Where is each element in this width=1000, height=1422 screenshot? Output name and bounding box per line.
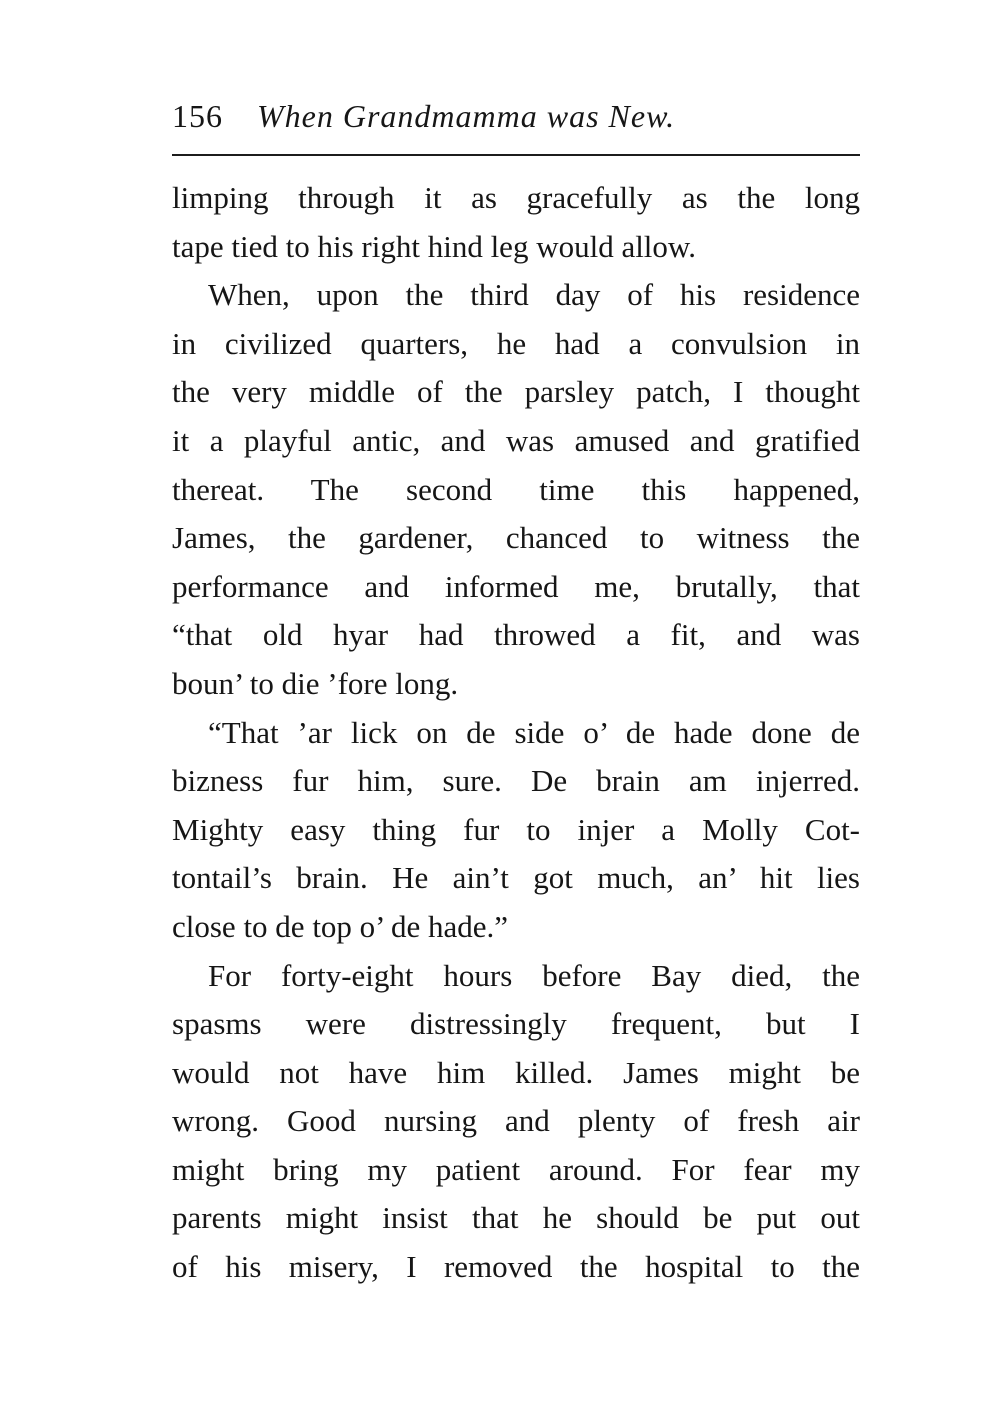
text-line: wrong. Good nursing and plenty of fresh air <box>172 1103 860 1139</box>
text-line: thereat. The second time this happened, <box>172 471 860 507</box>
text-line: of his misery, I removed the hospital to the <box>172 1249 860 1285</box>
text-line: boun’ to die ’fore long. <box>172 665 459 701</box>
text-line: Mighty easy thing fur to injer a Molly Cot- <box>172 811 860 847</box>
paragraph-start-line: For forty-eight hours before Bay died, the <box>208 957 860 993</box>
text-line: it a playful antic, and was amused and gratified <box>172 422 860 458</box>
running-title: When Grandmamma was New. <box>257 98 676 134</box>
header-rule <box>172 154 860 156</box>
text-line: would not have him killed. James might be <box>172 1054 860 1090</box>
text-line: parents might insist that he should be put out <box>172 1200 860 1236</box>
text-line: performance and informed me, brutally, that <box>172 568 860 604</box>
body-text <box>172 174 860 1292</box>
text-line: bizness fur him, sure. De brain am injerred. <box>172 763 860 799</box>
paragraph-start-line: When, upon the third day of his residence <box>208 277 860 313</box>
text-line: tape tied to his right hind leg would allow. <box>172 228 697 264</box>
running-head <box>172 94 862 138</box>
text-line: “that old hyar had throwed a fit, and was <box>172 617 860 653</box>
text-line: the very middle of the parsley patch, I thought <box>172 374 860 410</box>
text-line: in civilized quarters, he had a convulsion in <box>172 325 860 361</box>
text-line: tontail’s brain. He ain’t got much, an’ hit lies <box>172 860 860 896</box>
page-number: 156 <box>172 98 223 134</box>
text-line: James, the gardener, chanced to witness the <box>172 520 860 556</box>
text-line: limping through it as gracefully as the long <box>172 180 860 215</box>
text-line: spasms were distressingly frequent, but I <box>172 1006 860 1042</box>
text-line: might bring my patient around. For fear my <box>172 1151 860 1187</box>
text-line: close to de top o’ de hade.” <box>172 908 508 944</box>
paragraph-start-line: “That ’ar lick on de side o’ de hade done de <box>208 714 860 750</box>
